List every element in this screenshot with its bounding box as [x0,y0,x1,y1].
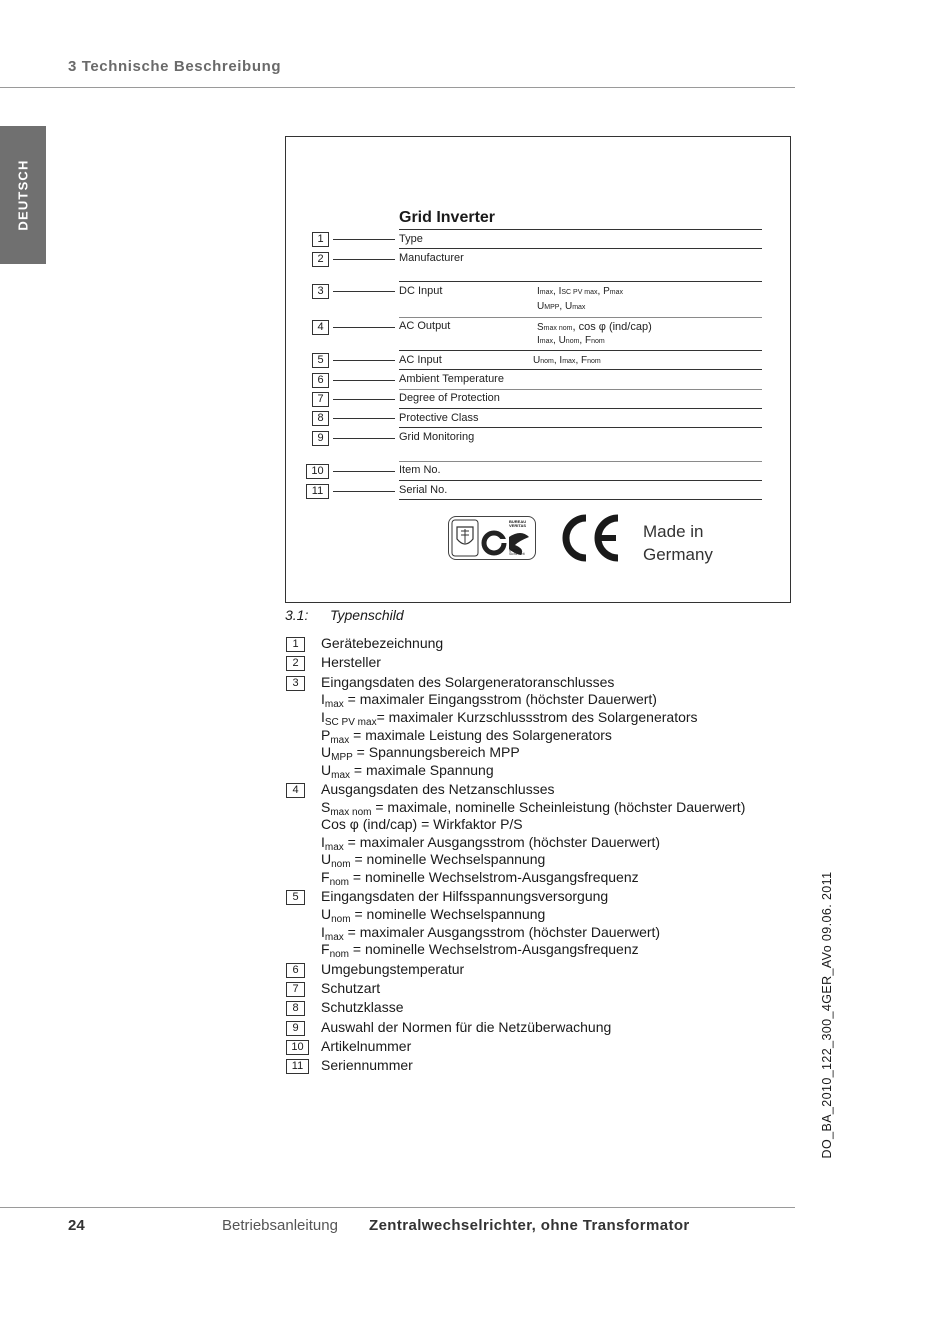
legend-heading [321,980,380,996]
symbol-subscript: max [331,769,351,781]
legend-detail [321,744,520,764]
symbol: P [321,726,331,743]
dc-input-values-line1: Imax, ISC PV max, Pmax [537,286,624,297]
callout-leader [333,327,395,328]
nameplate-field-label: Ambient Temperature [399,373,504,385]
legend-text: Artikelnummer [321,1038,412,1055]
symbol-subscript: nom [331,859,351,871]
nameplate-rule [399,350,762,351]
legend-text: Schutzart [321,979,381,996]
legend-number: 6 [286,963,305,978]
symbol: S [321,798,331,815]
legend-text: = maximaler Ausgangsstrom (höchster Dauerwert) [343,833,661,850]
callout-leader [333,491,395,492]
nameplate-rule [399,229,762,230]
nameplate-title: Grid Inverter [399,209,496,226]
legend-detail [321,941,639,961]
legend-number: 2 [286,656,305,671]
symbol-subscript: max [324,931,344,943]
symbol: F [321,869,330,886]
legend-text: = maximaler Ausgangsstrom (höchster Dauerwert) [343,923,661,940]
ac-output-values-line2: Imax, Unom, Fnom [537,335,605,346]
nameplate-rule [399,317,762,318]
nameplate-callout-number: 11 [306,484,329,499]
legend-text: Schutzklasse [321,999,404,1016]
nameplate-field-label: DC Input [399,285,443,297]
legend-text: = nominelle Wechselstrom-Ausgangsfrequenz [349,941,639,958]
symbol-subscript: max [324,841,344,853]
nameplate-callout-number: 1 [312,232,329,247]
legend-text: Gerätebezeichnung [321,635,444,651]
footer-doc-type: Betriebsanleitung [222,1217,338,1234]
legend-text: = maximale Spannung [350,761,494,778]
nameplate-callout-number: 3 [312,284,329,299]
header-divider [0,87,795,88]
legend-number: 1 [286,637,305,652]
legend-number: 5 [286,890,305,905]
language-tab [0,126,46,264]
legend-text: = maximaler Kurzschlussstrom des Solargenerators [376,708,698,725]
legend-text: = maximaler Eingangsstrom (höchster Dauerwert) [343,691,657,708]
symbol: U [321,906,332,923]
legend-number: 7 [286,982,305,997]
dc-input-values-line2: UMPP, Umax [537,301,586,312]
legend-number: 3 [286,676,305,691]
nameplate-callout-number: 9 [312,431,329,446]
callout-leader [333,438,395,439]
symbol: F [321,941,330,958]
language-tab-label: DEUTSCH [15,159,31,231]
legend-text: Cos φ (ind/cap) = Wirkfaktor P/S [321,816,523,833]
symbol-subscript: MPP [331,752,353,764]
nameplate-callout-number: 6 [312,373,329,388]
symbol-subscript: max nom [330,806,372,818]
nameplate-callout-number: 8 [312,411,329,426]
legend-heading [321,1019,611,1035]
nameplate-field-label: Protective Class [399,412,479,424]
legend-detail [321,708,698,728]
legend-number: 4 [286,783,305,798]
legend-heading [321,781,554,797]
legend-number: 9 [286,1021,305,1036]
nameplate-field-label: Manufacturer [399,252,464,264]
nameplate-rule [399,248,762,249]
legend-detail [321,691,657,711]
nameplate-callout-number: 2 [312,252,329,267]
figure-number: 3.1: [285,607,309,623]
legend-detail [321,923,661,943]
nameplate-field-label: Serial No. [399,484,448,496]
legend-text: Auswahl der Normen für die Netzüberwachung [321,1018,612,1035]
callout-leader [333,380,395,381]
gs-logo-bureau-text: BUREAU VERITAS [509,519,527,528]
legend-number: 11 [286,1059,309,1074]
legend-detail [321,869,639,889]
nameplate-callout-number: 4 [312,320,329,335]
symbol-subscript: nom [331,914,351,926]
nameplate-field-label: Degree of Protection [399,392,500,404]
nameplate-rule [399,389,762,390]
callout-leader [333,291,395,292]
legend-number: 10 [286,1040,309,1055]
legend-text: Umgebungstemperatur [321,960,465,977]
section-title: 3 Technische Beschreibung [68,58,282,75]
footer-product-title: Zentralwechselrichter, ohne Transformator [369,1217,690,1234]
made-in-line2: Germany [643,545,713,564]
symbol: I [321,708,325,725]
legend-number: 8 [286,1001,305,1016]
legend-heading [321,674,614,690]
symbol: U [321,744,332,761]
ac-input-values: Unom, Imax, Fnom [533,355,601,366]
callout-leader [333,399,395,400]
footer-divider [0,1207,795,1208]
symbol-subscript: max [324,699,344,711]
legend-text: = maximale Leistung des Solargenerators [349,726,612,743]
nameplate-callout-number: 10 [306,464,329,479]
legend-text: = Spannungsbereich MPP [352,744,520,761]
legend-text: Ausgangsdaten des Netzanschlusses [321,781,555,798]
made-in-germany [643,520,713,566]
symbol: I [321,923,325,940]
gs-logo-sub-text: geprüfte Sicherheit [509,548,525,556]
ce-mark-logo [558,512,626,564]
nameplate-rule [399,427,762,428]
nameplate-rule [399,461,762,462]
nameplate-rule [399,499,762,500]
figure-title: Typenschild [330,607,404,623]
legend-detail [321,906,546,926]
legend-heading [321,635,443,651]
legend-detail [321,726,612,746]
nameplate-rule [399,281,762,282]
nameplate-rule [399,369,762,370]
ac-output-values-line1: Smax nom, cos φ (ind/cap) [537,321,652,333]
legend-heading [321,654,381,670]
symbol-subscript: SC PV max [324,716,377,728]
legend-detail [321,833,661,853]
symbol-subscript: nom [329,877,350,889]
legend-text: Eingangsdaten des Solargeneratoranschlusses [321,673,615,690]
nameplate-callout-number: 5 [312,353,329,368]
legend-text: = maximale, nominelle Scheinleistung (höchster Dauerwert) [371,798,746,815]
legend-text: = nominelle Wechselstrom-Ausgangsfrequenz [349,869,639,886]
legend-detail [321,761,494,781]
symbol-subscript: nom [329,949,350,961]
nameplate-rule [399,408,762,409]
legend-heading [321,888,608,904]
made-in-line1: Made in [643,522,704,541]
legend-detail [321,851,546,871]
document-id: DO_BA_2010_122_300_4GER_AVo 09.06. 2011 [820,871,834,1159]
nameplate-callout-number: 7 [312,392,329,407]
callout-leader [333,259,395,260]
symbol: U [321,851,332,868]
nameplate-field-label: AC Input [399,354,442,366]
legend-heading [321,961,464,977]
symbol-subscript: max [330,734,350,746]
callout-leader [333,418,395,419]
callout-leader [333,360,395,361]
legend-text: = nominelle Wechselspannung [350,906,546,923]
legend-heading [321,1038,411,1054]
legend-heading [321,999,403,1015]
nameplate-field-label: AC Output [399,320,451,332]
legend-text: Hersteller [321,654,381,671]
legend-text: Seriennummer [321,1057,413,1074]
nameplate-field-label: Grid Monitoring [399,431,475,443]
legend-text: = nominelle Wechselspannung [350,851,546,868]
callout-leader [333,471,395,472]
nameplate-field-label: Type [399,233,423,245]
gs-certification-logo [448,516,536,560]
nameplate-rule [399,480,762,481]
nameplate-field-label: Item No. [399,464,441,476]
symbol: I [321,833,325,850]
symbol: I [321,691,325,708]
legend-detail [321,816,523,832]
symbol: U [321,761,332,778]
legend-heading [321,1057,413,1073]
legend-detail [321,798,746,818]
page-number: 24 [68,1217,85,1234]
figure-caption [285,607,404,623]
legend-text: Eingangsdaten der Hilfsspannungsversorgung [321,888,609,905]
callout-leader [333,239,395,240]
